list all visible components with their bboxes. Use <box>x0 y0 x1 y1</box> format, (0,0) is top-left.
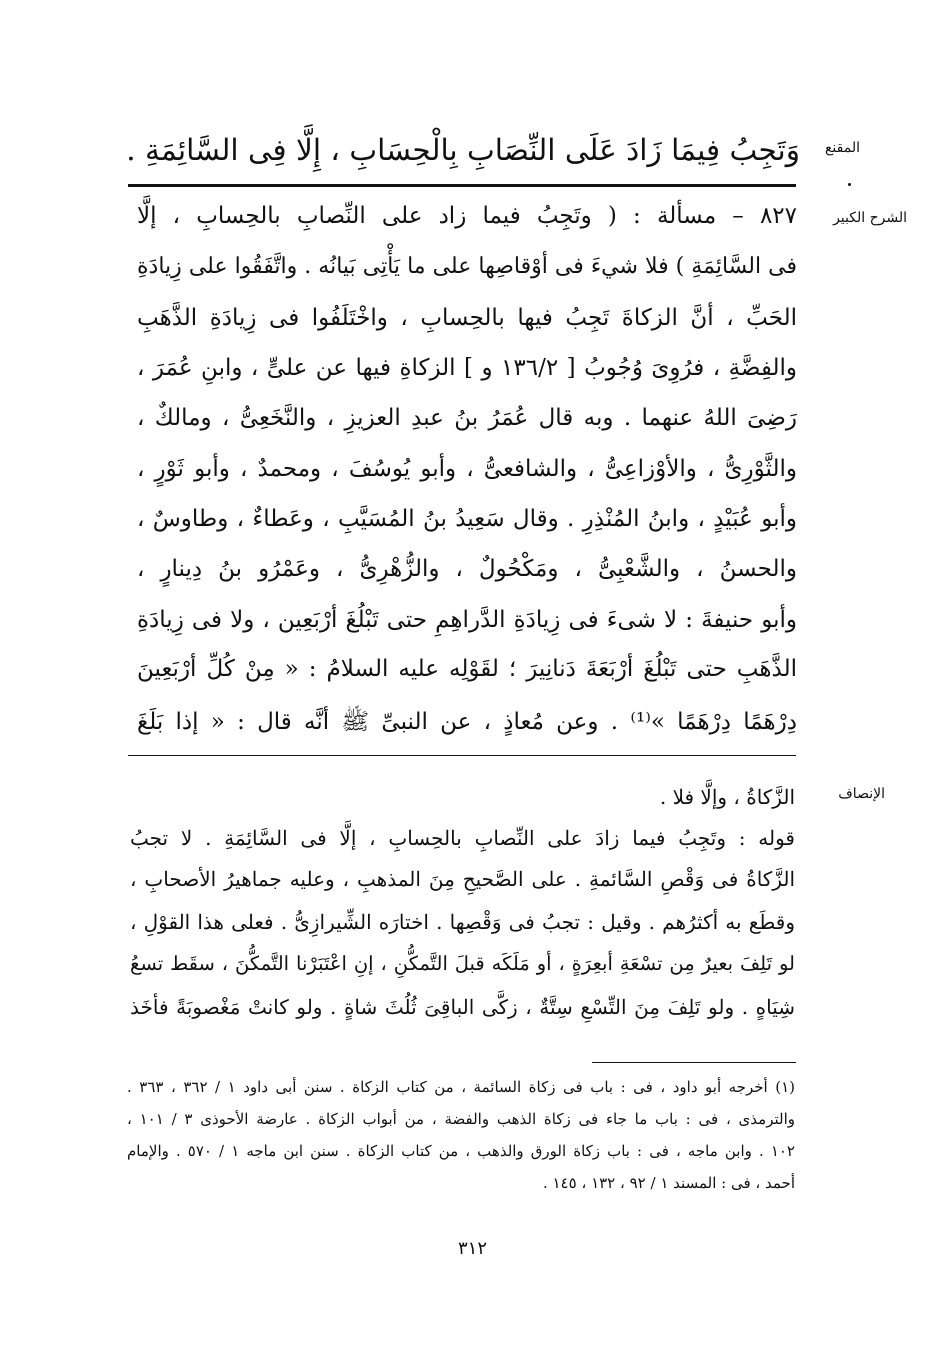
insaf-line: الزَّكاةُ فى وَقْصِ السَّائمةِ . على الصَّحيحِ مِنَ المذهبِ ، وعليه جماهيرُ الأصحابِ ، <box>130 867 796 891</box>
muqni-divider <box>128 184 796 187</box>
insaf-label: الإنصاف <box>838 786 885 802</box>
sharh-line: وأبو عُبَيْدٍ ، وابنُ المُنْذِرِ . وقال سَعِيدُ بنُ المُسَيَّبِ ، وعَطاءٌ ، وطاوسٌ ، <box>137 506 797 532</box>
muqni-text: وَتَجِبُ فِيمَا زَادَ عَلَى النِّصَابِ بِالْحِسَابِ ، إِلَّا فِى السَّائِمَةِ . <box>126 133 800 167</box>
sharh-line: وأبو حنيفةَ : لا شىءَ فى زِيادَةِ الدَّراهِمِ حتى تَبْلُغَ أرْبَعِين ، ولا فى زِيادَةِ <box>137 607 797 633</box>
insaf-divider <box>128 755 796 756</box>
footnote-line: أحمد ، فى : المسند ١ / ٩٢ ، ١٣٢ ، ١٤٥ . <box>542 1174 795 1192</box>
sharh-line: الحَبِّ ، أنَّ الزكاةَ تَجِبُ فيها بالحِسابِ ، واخْتَلَفُوا فى زِيادَةِ الذَّهَبِ <box>137 305 797 331</box>
sharh-line: ٨٢٧ – مسألة : ( وتَجِبُ فيما زاد على النِّصابِ بالحِسابِ ، إلَّا <box>137 203 797 229</box>
sharh-line: والثَّوْرِىُّ ، والأوْزاعِىُّ ، والشافعىُّ ، وأبو يُوسُفَ ، ومحمدٌ ، وأبو ثَوْرٍ ، <box>137 456 797 482</box>
insaf-line: قوله : وتَجِبُ فيما زادَ على النِّصابِ بالحِسابِ ، إلَّا فى السَّائِمَةِ . لا تجبُ <box>130 826 795 850</box>
insaf-line: لو تَلِفَ بعيرٌ مِن تسْعَةِ أبعِرَةٍ ، أو مَلَكَه قبلَ التَّمكُّنِ ، إنِ اعْتَبَرْنا التَّمكُّنَ ، سقَط تسعُ <box>130 952 795 975</box>
footnote-line: والترمذى ، فى : باب ما جاء فى زكاة الذهب والفضة ، من أبواب الزكاة . عارضة الأحوذى ٣ / ١٠١ ، <box>127 1110 795 1128</box>
footnote-line: ١٠٢ . وابن ماجه ، فى : باب زكاة الورق والذهب ، من كتاب الزكاة . سنن ابن ماجه ١ / ٥٧٠ . والإمام <box>127 1142 795 1160</box>
insaf-line: الزَّكاةُ ، وإلَّا فلا . <box>659 785 795 809</box>
sharh-line: فى السَّائِمَةِ ) فلا شيءَ فى أوْقاصِها على ما يَأْتِى بَيانُه . واتَّفَقُوا على زِيادَةِ <box>137 254 797 279</box>
sharh-line: دِرْهَمًا دِرْهَمًا »⁽¹⁾ . وعن مُعاذٍ ، عن النبىِّ ﷺ أنَّه قال : « إذا بَلَغَ <box>137 709 797 735</box>
footnote-line: (١) أخرجه أبو داود ، فى : باب فى زكاة السائمة ، من كتاب الزكاة . سنن أبى داود ١ / ٣٦٢ ، ٣٦٣ . <box>127 1078 795 1096</box>
page-number: ٣١٢ <box>457 1238 487 1259</box>
muqni-label: المقنع <box>824 140 860 156</box>
insaf-line: وقطَع به أكثرُهم . وقيل : تجبُ فى وَقْصِها . اختارَه الشِّيرازِىُّ . فعلى هذا القوْلِ ، <box>130 910 795 934</box>
sharh-line: والفِضَّةِ ، فرُوِىَ وُجُوبُ [ ١٣٦/٢ و ] الزكاةِ فيها عن علىٍّ ، وابنِ عُمَرَ ، <box>137 355 797 381</box>
sharh-line: رَضِىَ اللهُ عنهما . وبه قال عُمَرُ بنُ عبدِ العزيزِ ، والنَّخَعِىُّ ، ومالكٌ ، <box>137 405 797 431</box>
footnote-divider <box>592 1062 796 1063</box>
sharh-line: الذَّهَبِ حتى تَبْلُغَ أرْبَعَةَ دَنانِيرَ ؛ لقَوْلِه عليه السلامُ : « مِنْ كُلِّ أرْبَعِينَ <box>137 656 797 682</box>
margin-dot <box>848 183 851 186</box>
insaf-line: شِيَاهٍ . ولو تَلِفَ مِنَ التِّسْعِ سِتَّةٌ ، زكَّى الباقِىَ ثُلُثَ شاةٍ . ولو كانتْ مَغْصوبَةً فأخَذ <box>130 995 795 1019</box>
sharh-line: والحسنُ ، والشَّعْبِىُّ ، ومَكْحُولٌ ، والزُّهْرِىُّ ، وعَمْرُو بنُ دِينارٍ ، <box>137 556 797 582</box>
sharh-label: الشرح الكبير <box>833 210 907 226</box>
